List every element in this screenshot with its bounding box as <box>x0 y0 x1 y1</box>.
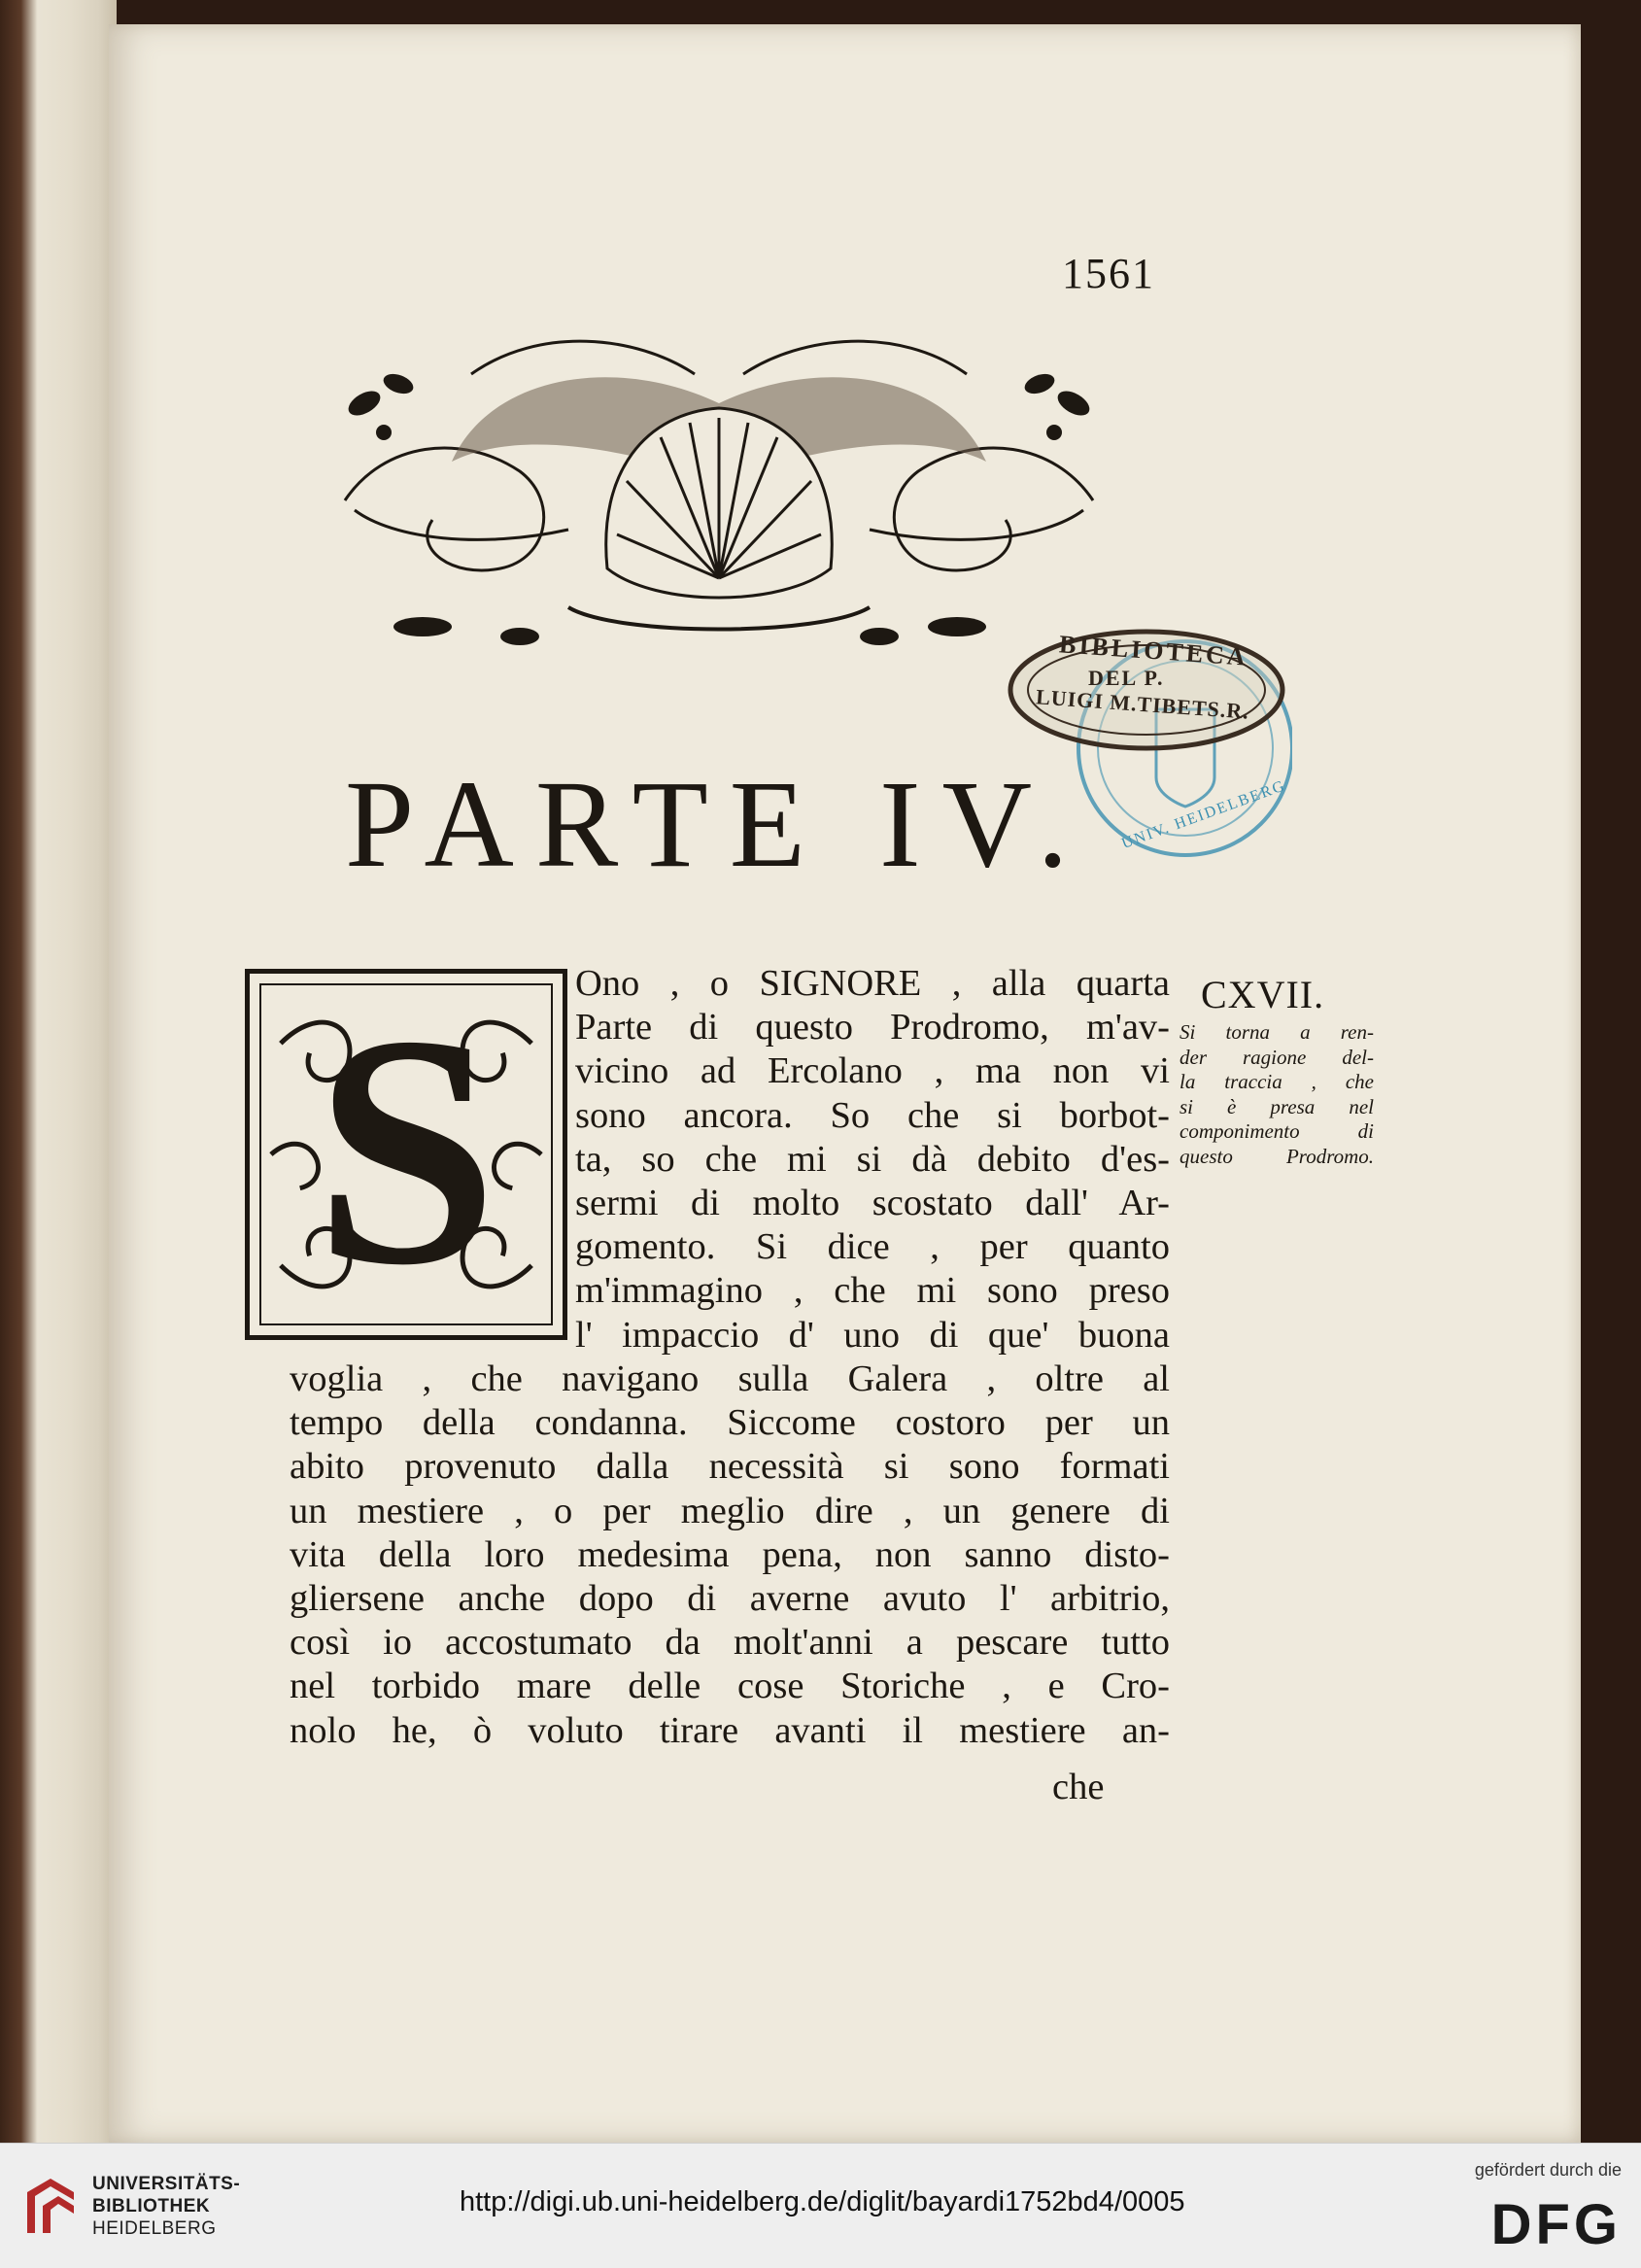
funded-by-label: gefördert durch die <box>1474 2160 1622 2180</box>
text-line: vita della loro medesima pena, non sanno disto- <box>290 1533 1170 1575</box>
stamp-blue-text: UNIV. HEIDELBERG <box>1119 777 1288 853</box>
text-line: un mestiere , o per meglio dire , un genere di <box>290 1490 1170 1531</box>
margin-note <box>1179 1020 1374 1169</box>
library-name[interactable] <box>92 2173 240 2240</box>
university-library-logo-icon[interactable] <box>19 2171 82 2241</box>
stamp-text-middle: DEL P. <box>1088 666 1165 690</box>
margin-note-line: la traccia , che <box>1179 1070 1374 1093</box>
book-binding-edge <box>0 0 117 2143</box>
text-line: voglia , che navigano sulla Galera , oltre al <box>290 1358 1170 1399</box>
stamp-text-bottom: LUIGI M.TIBETS.R. <box>1035 684 1250 724</box>
margin-note-line: componimento di <box>1179 1119 1374 1143</box>
text-line: nel torbido mare delle cose Storiche , e Cro- <box>290 1666 1170 1707</box>
decorated-initial <box>245 969 567 1340</box>
text-line: gliersene anche dopo di averne avuto l' arbitrio, <box>290 1578 1170 1620</box>
initial-letter: S <box>314 983 498 1325</box>
dfg-logo[interactable]: DFG <box>1490 2193 1622 2256</box>
text-line: gomento. Si dice , per quanto <box>575 1226 1170 1268</box>
margin-note-line: Si torna a ren- <box>1179 1020 1374 1044</box>
permalink-url[interactable]: http://digi.ub.uni-heidelberg.de/diglit/bayardi1752bd4/0005 <box>460 2186 1185 2217</box>
margin-heading: CXVII. <box>1201 973 1325 1016</box>
margin-note-line: questo Prodromo. <box>1179 1144 1374 1168</box>
catchword: che <box>1052 1767 1105 1807</box>
text-line: ta, so che mi si dà debito d'es- <box>575 1138 1170 1180</box>
text-line: tempo della condanna. Siccome costoro per un <box>290 1402 1170 1444</box>
text-line: m'immagino , che mi sono preso <box>575 1270 1170 1312</box>
library-name-line: UNIVERSITÄTS- <box>92 2174 241 2194</box>
part-title: PARTE IV. <box>345 755 1090 893</box>
library-name-line: HEIDELBERG <box>92 2218 217 2239</box>
text-line: così io accostumato da molt'anni a pescare tutto <box>290 1622 1170 1664</box>
library-name-line: BIBLIOTHEK <box>92 2196 211 2216</box>
text-line: Ono , o SIGNORE , alla quarta <box>575 963 1170 1004</box>
text-line: vicino ad Ercolano , ma non vi <box>575 1050 1170 1092</box>
margin-note-line: der ragione del- <box>1179 1045 1374 1069</box>
text-line: sermi di molto scostato dall' Ar- <box>575 1183 1170 1224</box>
text-line: nolo he, ò voluto tirare avanti il mestiere an- <box>290 1709 1170 1751</box>
page-number: 1561 <box>1062 250 1155 297</box>
margin-note-line: si è presa nel <box>1179 1094 1374 1118</box>
body-text-full <box>290 1357 1170 1753</box>
viewer-footer <box>0 2143 1641 2268</box>
text-line: sono ancora. So che si borbot- <box>575 1094 1170 1136</box>
ornamental-vignette <box>325 316 1112 666</box>
body-text-indented <box>575 962 1170 1357</box>
text-line: Parte di questo Prodromo, m'av- <box>575 1007 1170 1048</box>
stamp-text-top: BIBLIOTECA <box>1058 630 1249 671</box>
text-line: abito provenuto dalla necessità si sono formati <box>290 1446 1170 1488</box>
text-line: l' impaccio d' uno di que' buona <box>575 1314 1170 1356</box>
initial-frame <box>259 983 553 1325</box>
